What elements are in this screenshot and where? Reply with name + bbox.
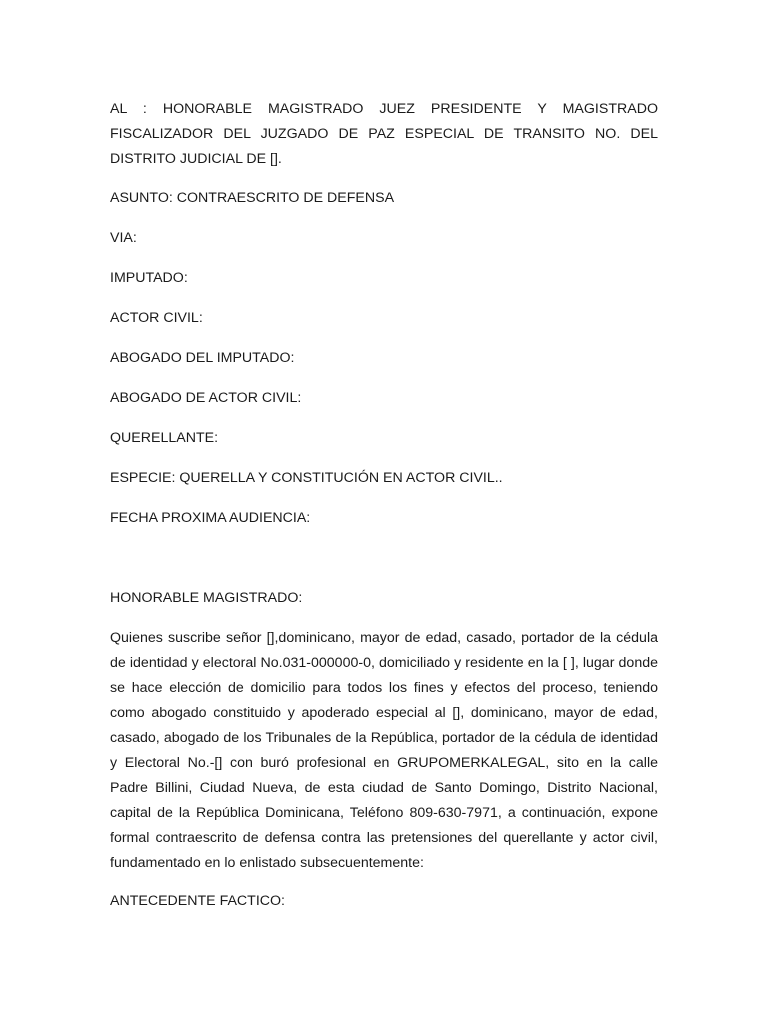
field-abogado-actor-civil: ABOGADO DE ACTOR CIVIL:: [110, 390, 302, 406]
document-content: [110, 97, 658, 914]
addressee-block: [110, 97, 658, 172]
field-actor-civil: ACTOR CIVIL:: [110, 310, 203, 326]
field-abogado-imputado: ABOGADO DEL IMPUTADO:: [110, 350, 295, 366]
salutation: HONORABLE MAGISTRADO:: [110, 590, 303, 606]
addressee-line: DISTRITO JUDICIAL DE [].: [110, 151, 282, 167]
field-asunto: ASUNTO: CONTRAESCRITO DE DEFENSA: [110, 190, 395, 206]
field-via: VIA:: [110, 230, 137, 246]
field-especie: ESPECIE: QUERELLA Y CONSTITUCIÓN EN ACTOR CIVIL..: [110, 470, 503, 486]
section-heading: ANTECEDENTE FACTICO:: [110, 893, 285, 909]
addressee-line: FISCALIZADOR DEL JUZGADO DE PAZ ESPECIAL DE TRANSITO NO. DEL: [110, 126, 658, 142]
field-imputado: IMPUTADO:: [110, 270, 188, 286]
body-paragraph: Quienes suscribe señor [],dominicano, mayor de edad, casado, portador de la cédula de identidad y electoral No.031-000000-0, domiciliado y residente en la [ ], lugar donde se hace elección de domicilio para todos los fines y efectos del proceso, teniendo como abogado constituido y apoderado especial al [], dominicano, mayor de edad, casado, abogado de los Tribunales de la República, portador de la cédula de identidad y Electoral No.-[] con buró profesional en GRUPOMERKALEGAL, sito en la calle Padre Billini, Ciudad Nueva, de esta ciudad de Santo Domingo, Distrito Nacional, capital de la República Dominicana, Teléfono 809-630-7971, a continuación, expone formal contraescrito de defensa contra las pretensiones del querellante y actor civil, fundamentado en lo enlistado subsecuentemente:: [110, 630, 658, 871]
addressee-line: AL : HONORABLE MAGISTRADO JUEZ PRESIDENTE Y MAGISTRADO: [110, 101, 658, 117]
field-fecha-audiencia: FECHA PROXIMA AUDIENCIA:: [110, 510, 311, 526]
field-querellante: QUERELLANTE:: [110, 430, 219, 446]
